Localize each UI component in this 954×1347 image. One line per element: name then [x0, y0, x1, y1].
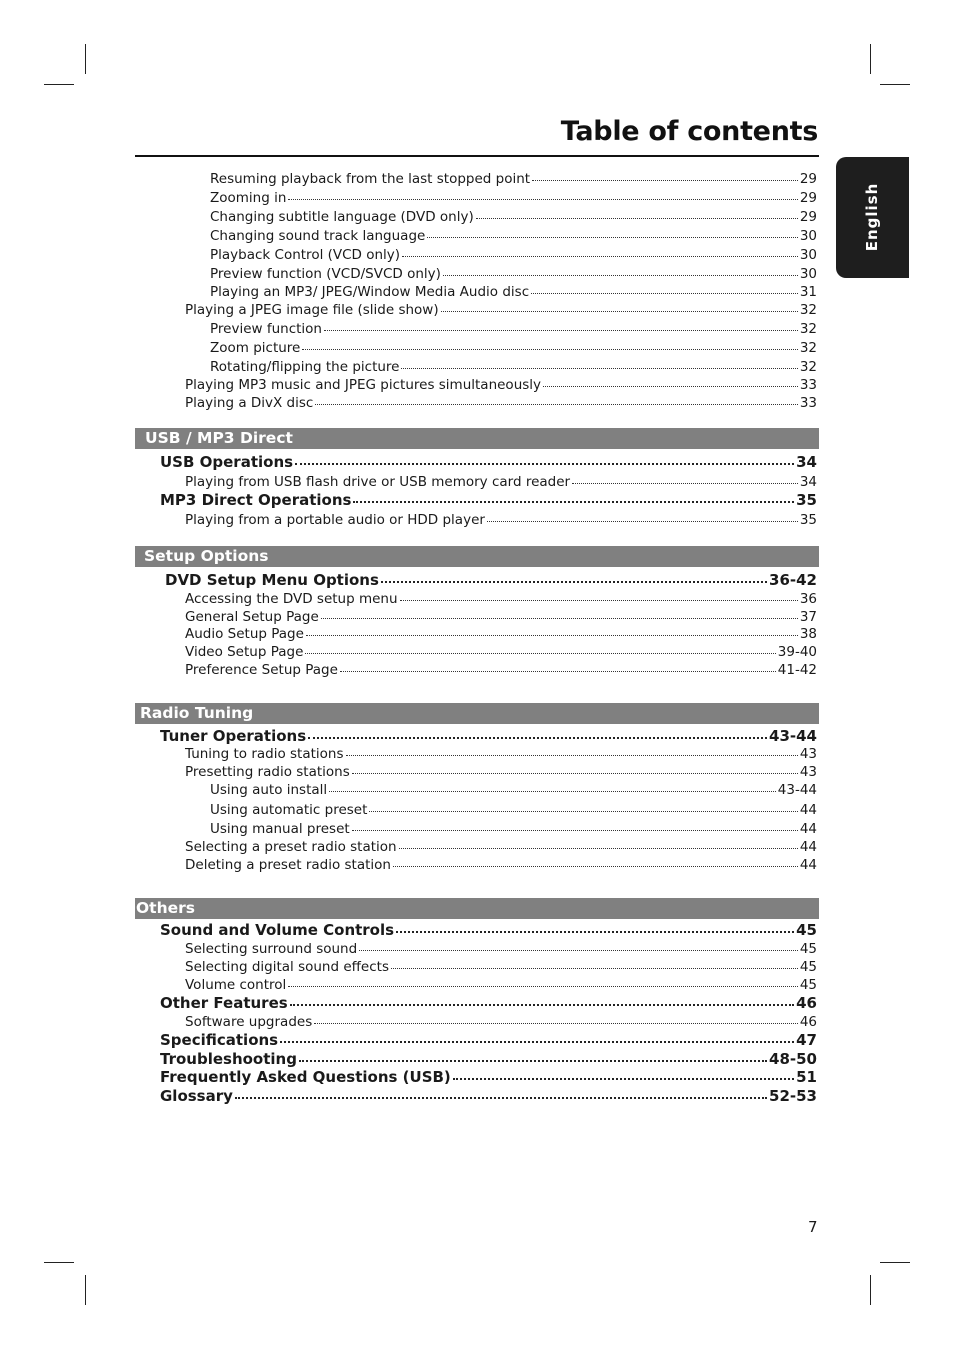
toc-entry-label: Selecting surround sound: [185, 941, 358, 957]
leader-dots: [288, 198, 797, 200]
toc-entry-label: Selecting a preset radio station: [185, 839, 397, 855]
toc-entry-label: Zoom picture: [210, 340, 301, 356]
crop-mark: [870, 44, 871, 74]
toc-entry[interactable]: [210, 170, 817, 188]
leader-dots: [352, 772, 798, 774]
leader-dots: [396, 930, 794, 933]
toc-entry-page: 45: [799, 977, 817, 993]
toc-entry-page: 36: [799, 591, 817, 607]
toc-entry-label: Frequently Asked Questions (USB): [160, 1068, 451, 1086]
toc-entry-page: 33: [799, 377, 817, 393]
toc-entry-main[interactable]: [160, 1087, 817, 1106]
toc-entry-page: 33: [799, 395, 817, 411]
leader-dots: [314, 1022, 798, 1024]
toc-entry-label: Playing an MP3/ JPEG/Window Media Audio disc: [210, 284, 530, 300]
toc-entry[interactable]: [185, 643, 817, 661]
toc-entry-page: 29: [799, 171, 817, 187]
leader-dots: [308, 736, 767, 739]
toc-entry-page: 43: [799, 746, 817, 762]
toc-entry-label: MP3 Direct Operations: [160, 491, 352, 509]
toc-entry-page: 32: [799, 340, 817, 356]
toc-entry[interactable]: [210, 339, 817, 357]
toc-entry-page: 44: [799, 821, 817, 837]
section-header-usb: USB / MP3 Direct: [135, 428, 819, 449]
leader-dots: [369, 810, 797, 812]
crop-mark: [880, 1262, 910, 1263]
toc-entry-page: 31: [799, 284, 817, 300]
toc-entry[interactable]: [185, 511, 817, 529]
toc-entry[interactable]: [210, 781, 817, 799]
leader-dots: [476, 217, 798, 219]
leader-dots: [487, 520, 798, 522]
leader-dots: [572, 482, 798, 484]
toc-entry-label: General Setup Page: [185, 609, 319, 625]
leader-dots: [401, 367, 797, 369]
toc-entry[interactable]: [185, 838, 817, 856]
page-number: 7: [808, 1218, 818, 1236]
toc-entry-main[interactable]: [160, 453, 817, 472]
toc-entry-label: Changing sound track language: [210, 228, 426, 244]
toc-entry-main[interactable]: [160, 491, 817, 510]
toc-entry[interactable]: [185, 976, 817, 994]
toc-entry-page: 35: [796, 491, 817, 509]
toc-entry[interactable]: [210, 320, 817, 338]
toc-entry-main[interactable]: [165, 571, 817, 590]
toc-entry-page: 37: [799, 609, 817, 625]
toc-entry-page: 30: [799, 266, 817, 282]
leader-dots: [359, 949, 798, 951]
toc-entry-page: 52-53: [769, 1087, 817, 1105]
leader-dots: [393, 865, 798, 867]
toc-entry-page: 32: [799, 321, 817, 337]
toc-entry-page: 43: [799, 764, 817, 780]
toc-entry-page: 29: [799, 209, 817, 225]
leader-dots: [441, 310, 798, 312]
leader-dots: [427, 236, 797, 238]
toc-entry-label: Playing from a portable audio or HDD player: [185, 512, 485, 528]
toc-entry[interactable]: [210, 208, 817, 226]
toc-entry-label: Audio Setup Page: [185, 626, 304, 642]
toc-entry-main[interactable]: [160, 1031, 817, 1050]
crop-mark: [870, 1275, 871, 1305]
toc-entry-label: Preview function (VCD/SVCD only): [210, 266, 441, 282]
leader-dots: [299, 1059, 767, 1062]
leader-dots: [329, 790, 776, 792]
toc-entry-label: DVD Setup Menu Options: [165, 571, 379, 589]
leader-dots: [290, 1003, 794, 1006]
toc-entry-main[interactable]: [160, 727, 817, 746]
toc-entry-label: Tuning to radio stations: [185, 746, 344, 762]
toc-entry-page: 35: [799, 512, 817, 528]
toc-entry[interactable]: [185, 958, 817, 976]
toc-entry-page: 34: [799, 474, 817, 490]
language-tab: [836, 157, 909, 278]
toc-entry-label: Playback Control (VCD only): [210, 247, 401, 263]
page-title: Table of contents: [560, 116, 818, 147]
crop-mark: [44, 1262, 74, 1263]
toc-entry[interactable]: [185, 473, 817, 491]
toc-entry-label: Playing MP3 music and JPEG pictures simultaneously: [185, 377, 542, 393]
toc-entry-label: Other Features: [160, 994, 288, 1012]
toc-entry[interactable]: [185, 376, 817, 394]
toc-entry-main[interactable]: [160, 1050, 817, 1069]
toc-entry-page: 46: [799, 1014, 817, 1030]
leader-dots: [400, 599, 798, 601]
toc-entry-label: Preview function: [210, 321, 322, 337]
leader-dots: [399, 847, 798, 849]
leader-dots: [295, 462, 794, 465]
toc-entry-label: Software upgrades: [185, 1014, 313, 1030]
leader-dots: [353, 500, 794, 503]
section-header-radio: Radio Tuning: [135, 703, 819, 724]
toc-entry-main[interactable]: [160, 1068, 817, 1087]
toc-entry[interactable]: [210, 820, 817, 838]
toc-entry-main[interactable]: [160, 921, 817, 940]
leader-dots: [280, 1040, 794, 1043]
toc-entry[interactable]: [210, 265, 817, 283]
toc-entry[interactable]: [185, 763, 817, 781]
toc-entry[interactable]: [185, 856, 817, 874]
toc-entry[interactable]: [185, 661, 817, 679]
toc-entry[interactable]: [185, 394, 817, 412]
toc-entry[interactable]: [185, 1013, 817, 1031]
crop-mark: [85, 1275, 86, 1305]
toc-entry-label: Volume control: [185, 977, 287, 993]
toc-entry-label: Glossary: [160, 1087, 233, 1105]
toc-entry-page: 30: [799, 247, 817, 263]
crop-mark: [880, 84, 910, 85]
toc-entry-page: 32: [799, 359, 817, 375]
toc-entry-page: 32: [799, 302, 817, 318]
toc-entry-page: 44: [799, 839, 817, 855]
toc-entry-page: 47: [796, 1031, 817, 1049]
toc-entry-label: Preference Setup Page: [185, 662, 338, 678]
toc-entry-label: Changing subtitle language (DVD only): [210, 209, 474, 225]
toc-entry-page: 43-44: [769, 727, 817, 745]
toc-entry-page: 51: [796, 1068, 817, 1086]
title-rule: [135, 155, 819, 157]
crop-mark: [85, 44, 86, 74]
toc-entry-label: Resuming playback from the last stopped point: [210, 171, 531, 187]
leader-dots: [443, 274, 798, 276]
toc-entry-label: Using auto install: [210, 782, 328, 798]
leader-dots: [302, 348, 797, 350]
toc-entry-page: 45: [796, 921, 817, 939]
toc-entry-page: 39-40: [777, 644, 817, 660]
toc-entry-label: Playing a DivX disc: [185, 395, 314, 411]
toc-entry-label: Accessing the DVD setup menu: [185, 591, 398, 607]
leader-dots: [346, 754, 798, 756]
toc-entry[interactable]: [185, 625, 817, 643]
toc-entry-page: 43-44: [777, 782, 817, 798]
leader-dots: [235, 1096, 767, 1099]
toc-entry-label: Deleting a preset radio station: [185, 857, 391, 873]
toc-entry-page: 44: [799, 802, 817, 818]
toc-entry-label: Video Setup Page: [185, 644, 304, 660]
section-header-others: Others: [135, 898, 819, 919]
leader-dots: [352, 829, 798, 831]
toc-entry[interactable]: [210, 283, 817, 301]
toc-entry[interactable]: [185, 940, 817, 958]
toc-entry[interactable]: [185, 608, 817, 626]
leader-dots: [381, 580, 767, 583]
section-header-setup: Setup Options: [135, 546, 819, 567]
toc-entry-label: Zooming in: [210, 190, 287, 206]
leader-dots: [324, 329, 798, 331]
toc-entry[interactable]: [210, 227, 817, 245]
leader-dots: [288, 985, 798, 987]
toc-entry-label: USB Operations: [160, 453, 294, 471]
toc-entry-label: Playing a JPEG image file (slide show): [185, 302, 439, 318]
toc-entry-page: 36-42: [769, 571, 817, 589]
leader-dots: [306, 634, 798, 636]
toc-entry-page: 45: [799, 941, 817, 957]
toc-entry-page: 29: [799, 190, 817, 206]
toc-entry-label: Sound and Volume Controls: [160, 921, 395, 939]
toc-entry[interactable]: [185, 301, 817, 319]
leader-dots: [532, 179, 798, 181]
crop-mark: [44, 84, 74, 85]
toc-entry[interactable]: [210, 801, 817, 819]
toc-entry-label: Playing from USB flash drive or USB memory card reader: [185, 474, 571, 490]
toc-entry-label: Presetting radio stations: [185, 764, 350, 780]
toc-entry-page: 41-42: [777, 662, 817, 678]
toc-entry-label: Using automatic preset: [210, 802, 368, 818]
toc-entry-page: 30: [799, 228, 817, 244]
leader-dots: [543, 385, 798, 387]
leader-dots: [402, 255, 798, 257]
toc-entry-label: Selecting digital sound effects: [185, 959, 389, 975]
toc-entry-label: Specifications: [160, 1031, 279, 1049]
toc-entry-page: 38: [799, 626, 817, 642]
leader-dots: [531, 292, 798, 294]
language-tab-label: English: [863, 182, 881, 252]
toc-entry-page: 48-50: [769, 1050, 817, 1068]
toc-entry-main[interactable]: [160, 994, 817, 1013]
toc-entry[interactable]: [210, 189, 817, 207]
leader-dots: [340, 670, 776, 672]
toc-entry[interactable]: [185, 745, 817, 763]
toc-entry-label: Troubleshooting: [160, 1050, 297, 1068]
leader-dots: [391, 967, 798, 969]
toc-entry[interactable]: [210, 358, 817, 376]
leader-dots: [453, 1077, 794, 1080]
toc-entry[interactable]: [185, 590, 817, 608]
toc-entry-page: 46: [796, 994, 817, 1012]
toc-entry-label: Tuner Operations: [160, 727, 307, 745]
leader-dots: [315, 403, 797, 405]
leader-dots: [321, 617, 798, 619]
toc-entry-page: 34: [796, 453, 817, 471]
toc-entry-page: 45: [799, 959, 817, 975]
toc-entry[interactable]: [210, 246, 817, 264]
toc-entry-page: 44: [799, 857, 817, 873]
toc-entry-label: Rotating/flipping the picture: [210, 359, 400, 375]
leader-dots: [305, 652, 775, 654]
toc-entry-label: Using manual preset: [210, 821, 350, 837]
